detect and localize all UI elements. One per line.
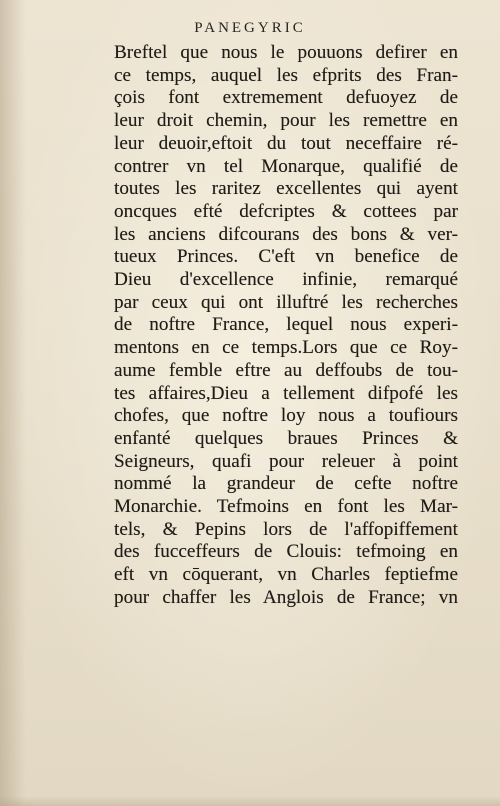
text-line: çois font extremement defuoyez de (114, 87, 458, 109)
text-line: contrer vn tel Monarque, qualifié de (114, 155, 458, 177)
text-line: pour chaffer les Anglois de France; vn (114, 586, 458, 608)
text-line: tels, & Pepins lors de l'affopiffement (114, 518, 458, 540)
text-line: ce temps, auquel les efprits des Fran- (114, 64, 458, 86)
text-line: aume femble eftre au deffoubs de tou- (114, 359, 458, 381)
text-line: Breftel que nous le pouuons defirer en (114, 42, 458, 63)
text-line: Monarchie. Tefmoins en font les Mar- (114, 496, 458, 518)
text-line: toutes les raritez excellentes qui ayent (114, 178, 458, 200)
running-head: PANEGYRIC (194, 20, 306, 36)
text-line: de noftre France, lequel nous experi- (114, 314, 458, 336)
text-line: eft vn cōquerant, vn Charles feptiefme (114, 564, 458, 586)
text-line: mentons en ce temps.Lors que ce Roy- (114, 337, 458, 359)
text-line: chofes, que noftre loy nous a toufiours (114, 405, 458, 427)
page-bottom-edge (0, 796, 500, 806)
text-line: leur droit chemin, pour les remettre en (114, 110, 458, 132)
text-line: par ceux qui ont illuftré les recherches (114, 291, 458, 313)
text-line: nommé la grandeur de cefte noftre (114, 473, 458, 495)
text-line: leur deuoir,eftoit du tout neceffaire ré- (114, 132, 458, 154)
text-line: tueux Princes. C'eft vn benefice de (114, 246, 458, 268)
text-line: Seigneurs, quafi pour releuer à point (114, 450, 458, 472)
body-text (114, 42, 458, 610)
text-line: des fucceffeurs de Clouis: tefmoing en (114, 541, 458, 563)
text-line: enfanté quelques braues Princes & (114, 427, 458, 449)
text-line: oncques efté defcriptes & cottees par (114, 200, 458, 222)
text-line: Dieu d'excellence infinie, remarqué (114, 269, 458, 291)
text-line: tes affaires,Dieu a tellement difpofé les (114, 382, 458, 404)
text-line: les anciens difcourans des bons & ver- (114, 223, 458, 245)
gutter-shadow (0, 0, 26, 806)
